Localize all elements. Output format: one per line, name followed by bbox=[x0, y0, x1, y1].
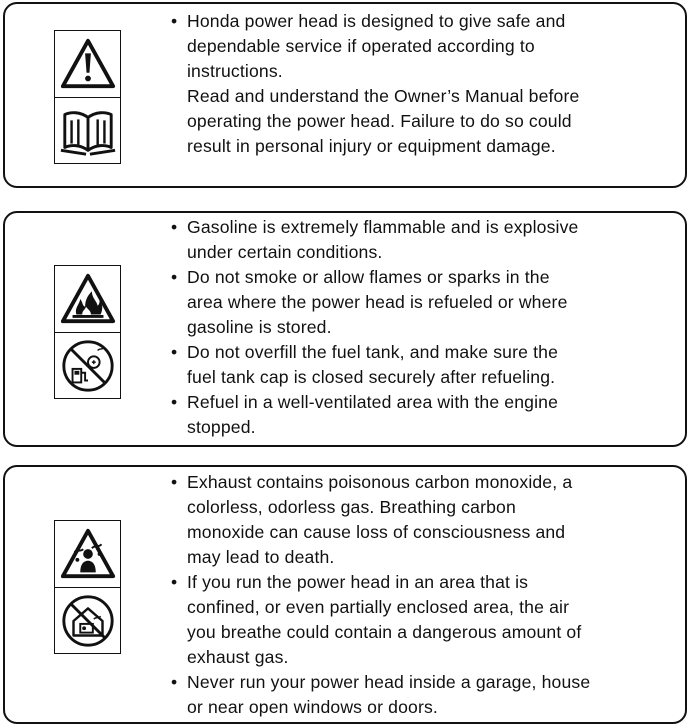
bullet-item bbox=[171, 215, 671, 265]
flammable-fire-warning-icon bbox=[55, 266, 120, 332]
text-line: you breathe could contain a dangerous amount of bbox=[187, 622, 582, 642]
safety-panel-gasoline bbox=[3, 211, 687, 447]
text-line: • Honda power head is designed to give safe and bbox=[187, 11, 566, 31]
text-line: confined, or even partially enclosed area, the air bbox=[187, 597, 570, 617]
text-line: area where the power head is refueled or where bbox=[187, 292, 568, 312]
safety-panel-general bbox=[3, 2, 687, 188]
text-line: • If you run the power head in an area that is bbox=[187, 572, 529, 592]
text-line: stopped. bbox=[187, 417, 256, 437]
carbon-monoxide-poison-warning-icon bbox=[55, 521, 120, 587]
text-line: • Do not overfill the fuel tank, and make sure the bbox=[187, 342, 559, 362]
safety-panel-exhaust bbox=[3, 465, 687, 724]
bullet-item bbox=[171, 670, 671, 720]
text-line: or near open windows or doors. bbox=[187, 697, 438, 717]
text-line: gasoline is stored. bbox=[187, 317, 332, 337]
text-line: • Refuel in a well-ventilated area with the engine bbox=[187, 392, 559, 412]
text-line: instructions. bbox=[187, 61, 283, 81]
panel-text bbox=[171, 9, 671, 159]
bullet-item bbox=[171, 390, 671, 440]
icon-column bbox=[54, 30, 121, 164]
text-line: fuel tank cap is closed securely after refueling. bbox=[187, 367, 556, 387]
icon-column bbox=[54, 520, 121, 654]
text-line: under certain conditions. bbox=[187, 242, 383, 262]
text-line: exhaust gas. bbox=[187, 647, 289, 667]
text-line: monoxide can cause loss of consciousness and bbox=[187, 522, 566, 542]
text-line: • Gasoline is extremely flammable and is explosive bbox=[187, 217, 579, 237]
text-line: result in personal injury or equipment damage. bbox=[187, 136, 556, 156]
icon-column bbox=[54, 265, 121, 399]
text-line: dependable service if operated according to bbox=[187, 36, 535, 56]
text-line: operating the power head. Failure to do so could bbox=[187, 111, 572, 131]
text-line: may lead to death. bbox=[187, 547, 335, 567]
bullet-item bbox=[171, 470, 671, 570]
no-smoking-no-flame-refuel-icon bbox=[55, 332, 120, 398]
bullet-item bbox=[171, 570, 671, 670]
warning-triangle-icon bbox=[55, 31, 120, 97]
bullet-item bbox=[171, 340, 671, 390]
text-line: • Exhaust contains poisonous carbon monoxide, a bbox=[187, 472, 573, 492]
text-line: Read and understand the Owner’s Manual before bbox=[187, 86, 580, 106]
no-indoor-operation-icon bbox=[55, 587, 120, 653]
panel-text bbox=[171, 470, 671, 720]
panel-text bbox=[171, 215, 671, 440]
text-line: colorless, odorless gas. Breathing carbon bbox=[187, 497, 516, 517]
text-line: • Do not smoke or allow flames or sparks in the bbox=[187, 267, 550, 287]
owners-manual-book-icon bbox=[55, 97, 120, 163]
text-line: • Never run your power head inside a garage, house bbox=[187, 672, 591, 692]
bullet-item bbox=[171, 265, 671, 340]
bullet-item bbox=[171, 9, 671, 159]
